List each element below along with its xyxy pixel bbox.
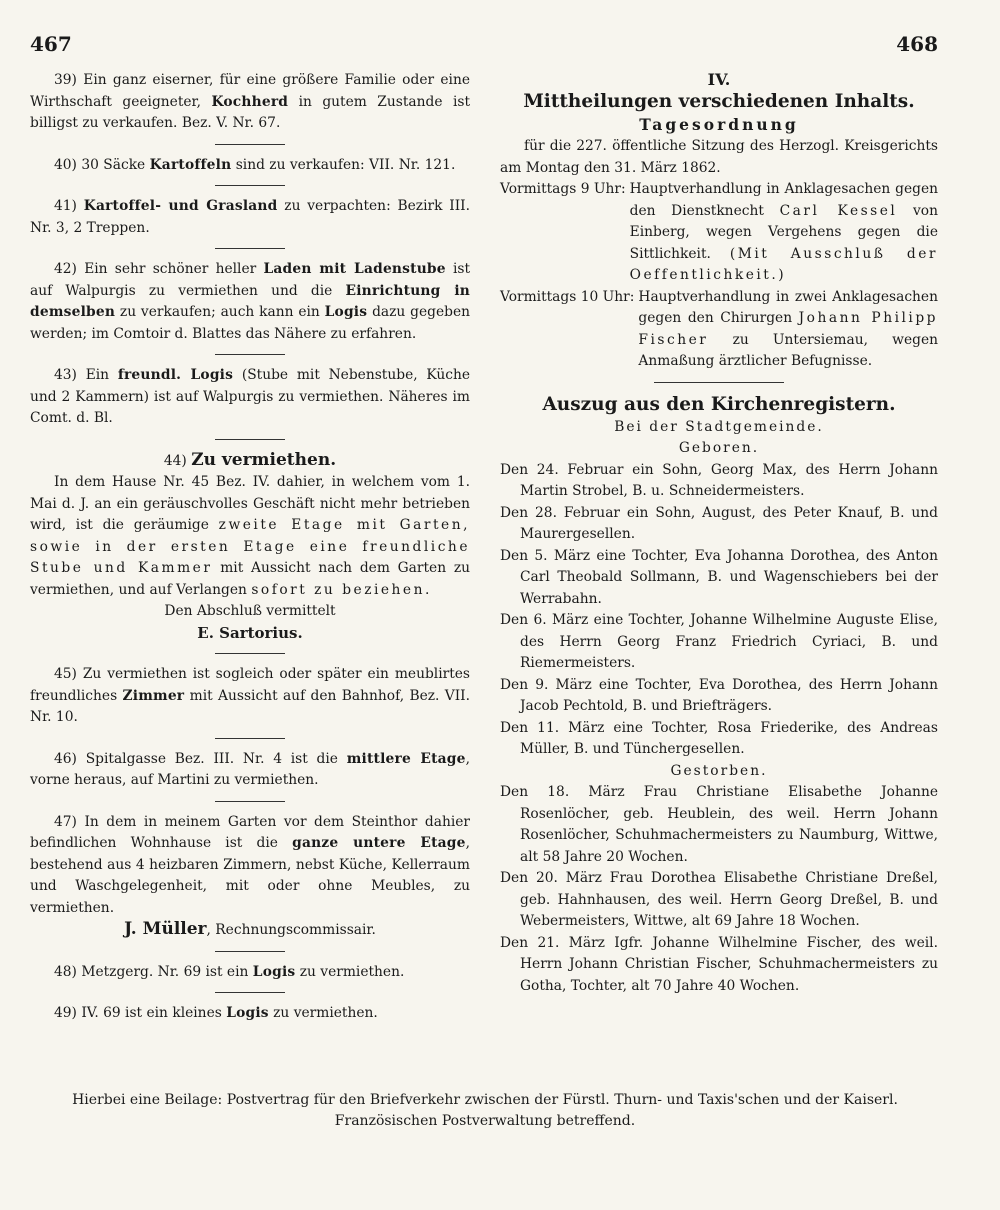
right-column — [500, 70, 938, 997]
left-column — [30, 70, 470, 1025]
section-title: Mittheilungen verschiedenen Inhalts. — [523, 91, 915, 112]
separator — [215, 738, 285, 739]
agenda-title: Tagesordnung — [639, 115, 799, 134]
born-heading: Geboren. — [678, 440, 760, 456]
registry-subtitle: Bei der Stadtgemeinde. — [614, 418, 824, 435]
agenda-session: Vormittags 10 Uhr: Hauptverhandlung in zwei Anklagesachen gegen den Chirurgen Johann Philipp Fischer zu Untersiemau, wegen Anmaßung ärztlicher Befugnisse. — [500, 288, 939, 369]
page-number-left: 467 — [30, 32, 72, 56]
ad-47: 47) In dem in meinem Garten vor dem Steinthor dahier befindlichen Wohnhause ist die ganze untere Etage, bestehend aus 4 heizbaren Zimmern, nebst Küche, Kellerraum und Waschgelegenheit, mit oder ohne Meubles, zu vermiethen. J. Müller, Rechnungscommissair. — [30, 812, 470, 942]
ad-44-title: Zu vermiethen. — [191, 449, 337, 470]
separator — [654, 382, 784, 383]
ad-42: 42) Ein sehr schöner heller Laden mit Ladenstube ist auf Walpurgis zu vermiethen und die Einrichtung in demselben zu verkaufen; auch kann ein Logis dazu gegeben werden; im Comtoir d. Blattes das Nähere zu erfahren. — [30, 261, 471, 342]
ad-41: 41) Kartoffel- und Grasland zu verpachten: Bezirk III. Nr. 3, 2 Treppen. — [30, 198, 470, 236]
agenda-session: Vormittags 9 Uhr: Hauptverhandlung in Anklagesachen gegen den Dienstknecht Carl Kessel von Einberg, wegen Vergehens gegen die Sittlichkeit. (Mit Ausschluß der Oeffentlichkeit.) — [500, 181, 938, 283]
list-item: Den 5. März eine Tochter, Eva Johanna Dorothea, des Anton Carl Theobald Sollmann, B. und Wagenschiebers bei der Werrabahn. — [500, 547, 938, 607]
list-item: Den 6. März eine Tochter, Johanne Wilhelmine Auguste Elise, des Herrn Georg Franz Friedrich Cyriaci, B. und Riemermeisters. — [500, 612, 938, 671]
separator — [215, 248, 285, 249]
list-item: Den 28. Februar ein Sohn, August, des Peter Knauf, B. und Maurergesellen. — [500, 504, 938, 542]
page-number-right: 468 — [896, 32, 938, 56]
separator — [215, 144, 285, 145]
separator — [215, 951, 285, 952]
separator — [215, 992, 285, 993]
ad-39: 39) Ein ganz eiserner, für eine größere Familie oder eine Wirthschaft geeigneter, Kochherd in gutem Zustande ist billigst zu verkaufen. Bez. V. Nr. 67. — [30, 72, 470, 131]
died-heading: Gestorben. — [670, 762, 768, 779]
list-item: Den 11. März eine Tochter, Rosa Friederike, des Andreas Müller, B. und Tünchergesellen. — [500, 719, 938, 757]
list-item: Den 20. März Frau Dorothea Elisabethe Christiane Dreßel, geb. Hahnhausen, des weil. Herrn Georg Dreßel, B. und Webermeisters, Wittwe, alt 69 Jahre 18 Wochen. — [500, 870, 938, 929]
separator — [215, 185, 285, 186]
born-list — [500, 460, 938, 761]
agenda-intro: für die 227. öffentliche Sitzung des Herzogl. Kreisgerichts am Montag den 31. März 1862. — [500, 138, 938, 176]
registry-title: Auszug aus den Kirchenregistern. — [542, 393, 896, 415]
list-item: Den 21. März Igfr. Johanne Wilhelmine Fischer, des weil. Herrn Johann Christian Fischer, Schuhmachermeisters zu Gotha, Tochter, alt 70 Jahre 40 Wochen. — [500, 934, 938, 994]
died-list — [500, 782, 938, 997]
separator — [215, 439, 285, 440]
ad-44: 44) Zu vermiethen. In dem Hause Nr. 45 Bez. IV. dahier, in welchem vom 1. Mai d. J. an ein geräuschvolles Geschäft nicht mehr betrieben wird, ist die geräumige zweite Etage mit Garten, sowie in der ersten Etage eine freundliche Stube und Kammer mit Aussicht nach dem Garten zu vermiethen, und auf Verlangen sofort zu beziehen. Den Abschluß vermittelt E. Sartorius. — [30, 450, 470, 645]
separator — [215, 653, 285, 654]
footer-note: Hierbei eine Beilage: Postvertrag für den Briefverkehr zwischen der Fürstl. Thurn- und Taxis'schen und der Kaiserl. Französischen Postverwaltung betreffend. — [72, 1092, 898, 1129]
ad-40: 40) 30 Säcke Kartoffeln sind zu verkaufen: VII. Nr. 121. — [54, 156, 456, 173]
separator — [215, 354, 285, 355]
ad-46: 46) Spitalgasse Bez. III. Nr. 4 ist die mittlere Etage, vorne heraus, auf Martini zu vermiethen. — [30, 750, 471, 788]
list-item: Den 24. Februar ein Sohn, Georg Max, des Herrn Johann Martin Strobel, B. u. Schneidermeisters. — [500, 461, 938, 499]
signature: E. Sartorius. — [197, 623, 303, 642]
list-item: Den 18. März Frau Christiane Elisabethe Johanne Rosenlöcher, geb. Heublein, des weil. Herrn Johann Rosenlöcher, Schuhmachermeisters zu Naumburg, Wittwe, alt 58 Jahre 20 Wochen. — [500, 784, 938, 865]
ad-45: 45) Zu vermiethen ist sogleich oder später ein meublirtes freundliches Zimmer mit Aussicht auf den Bahnhof, Bez. VII. Nr. 10. — [30, 666, 470, 725]
section-number: IV. — [707, 70, 731, 89]
ad-43: 43) Ein freundl. Logis (Stube mit Nebenstube, Küche und 2 Kammern) ist auf Walpurgis zu vermiethen. Näheres im Comt. d. Bl. — [30, 367, 471, 426]
ad-49: 49) IV. 69 ist ein kleines Logis zu vermiethen. — [54, 1005, 378, 1021]
list-item: Den 9. März eine Tochter, Eva Dorothea, des Herrn Johann Jacob Pechtold, B. und Briefträgers. — [500, 676, 938, 714]
separator — [215, 801, 285, 802]
signature: J. Müller, Rechnungscommissair. — [124, 919, 376, 939]
ad-48: 48) Metzgerg. Nr. 69 ist ein Logis zu vermiethen. — [54, 963, 405, 980]
